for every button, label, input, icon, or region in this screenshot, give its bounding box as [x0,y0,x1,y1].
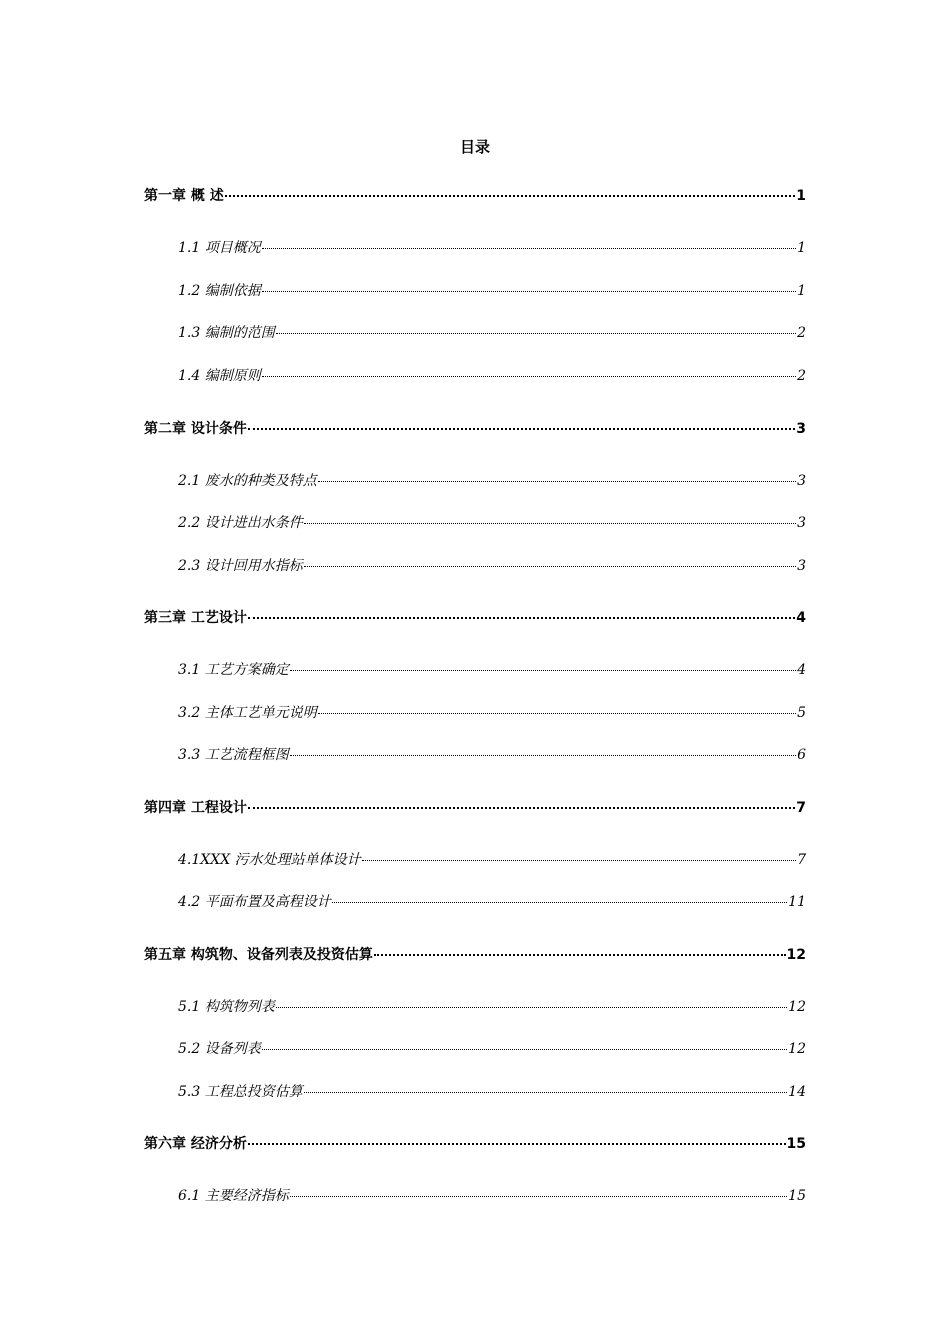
toc-page-number: 1 [796,188,806,204]
toc-entry-label: 6.1 主要经济指标 [178,1188,289,1204]
toc-section-entry[interactable] [178,512,806,534]
toc-chapter-entry[interactable] [144,607,806,629]
toc-page-number: 7 [796,800,806,816]
toc-entry-label: 2.3 设计回用水指标 [178,558,303,574]
toc-section-entry[interactable] [178,1081,806,1103]
toc-page-number: 2 [797,325,806,341]
toc-page-number: 2 [797,368,806,384]
toc-dot-leader [290,1196,787,1197]
toc-entry-label: 5.3 工程总投资估算 [178,1084,303,1100]
toc-entry-label: 1.4 编制原则 [178,368,261,384]
toc-page-number: 3 [797,558,806,574]
toc-entry-label: 3.2 主体工艺单元说明 [178,705,317,721]
toc-dot-leader [290,755,796,756]
toc-dot-leader [362,860,796,861]
toc-chapter-entry[interactable] [144,418,806,440]
toc-chapter-entry[interactable] [144,944,806,966]
toc-page-number: 4 [797,662,806,678]
toc-title: 目录 [459,138,490,156]
toc-dot-leader [318,713,796,714]
toc-entry-label: 5.2 设备列表 [178,1041,261,1057]
toc-section-entry[interactable] [178,322,806,344]
toc-section-entry[interactable] [178,555,806,577]
toc-entry-label: 4.2 平面布置及高程设计 [178,894,331,910]
toc-dot-leader [225,195,796,197]
toc-dot-leader [290,670,796,671]
toc-dot-leader [304,1092,787,1093]
toc-page-number: 3 [796,421,806,437]
toc-page-number: 1 [797,240,806,256]
toc-section-entry[interactable] [178,365,806,387]
toc-entry-label: 第二章 设计条件 [144,421,247,437]
toc-section-entry[interactable] [178,1038,806,1060]
toc-page-number: 12 [788,999,806,1015]
toc-entry-label: 3.3 工艺流程框图 [178,747,289,763]
toc-section-entry[interactable] [178,280,806,302]
toc-page-number: 15 [788,1188,806,1204]
toc-dot-leader [248,807,795,809]
toc-dot-leader [304,566,796,567]
toc-entry-label: 第五章 构筑物、设备列表及投资估算 [144,947,373,963]
toc-chapter-entry[interactable] [144,185,806,207]
toc-entry-label: 第三章 工艺设计 [144,610,247,626]
toc-dot-leader [276,333,796,334]
toc-dot-leader [332,902,787,903]
toc-dot-leader [262,1049,787,1050]
toc-section-entry[interactable] [178,744,806,766]
toc-page-number: 1 [797,283,806,299]
toc-page-number: 4 [796,610,806,626]
toc-entry-label: 3.1 工艺方案确定 [178,662,289,678]
toc-page-number: 14 [788,1084,806,1100]
toc-dot-leader [248,1143,786,1145]
toc-section-entry[interactable] [178,470,806,492]
toc-chapter-entry[interactable] [144,797,806,819]
toc-dot-leader [262,291,796,292]
toc-section-entry[interactable] [178,1185,806,1207]
toc-entry-label: 第四章 工程设计 [144,800,247,816]
toc-dot-leader [248,428,795,430]
toc-page-number: 12 [788,1041,806,1057]
toc-entry-label: 第六章 经济分析 [144,1136,247,1152]
toc-entry-label: 2.2 设计进出水条件 [178,515,303,531]
toc-page-number: 12 [786,947,806,963]
toc-entry-label: 第一章 概 述 [144,188,224,204]
toc-entry-label: 1.2 编制依据 [178,283,261,299]
toc-page-number: 15 [786,1136,806,1152]
toc-entry-label: 1.1 项目概况 [178,240,261,256]
toc-entry-label: 1.3 编制的范围 [178,325,275,341]
toc-dot-leader [262,376,796,377]
toc-entry-label: 5.1 构筑物列表 [178,999,275,1015]
toc-page-number: 7 [797,852,806,868]
toc-chapter-entry[interactable] [144,1133,806,1155]
toc-page-number: 11 [788,894,806,910]
toc-page-number: 5 [797,705,806,721]
toc-dot-leader [304,523,796,524]
toc-page-number: 6 [797,747,806,763]
toc-entry-label: 2.1 废水的种类及特点 [178,473,317,489]
toc-dot-leader [262,248,796,249]
toc-dot-leader [374,954,786,956]
toc-dot-leader [276,1007,787,1008]
toc-page-number: 3 [797,473,806,489]
toc-section-entry[interactable] [178,849,806,871]
toc-entry-label: 4.1XXX 污水处理站单体设计 [178,852,361,868]
toc-section-entry[interactable] [178,659,806,681]
toc-section-entry[interactable] [178,996,806,1018]
toc-page-number: 3 [797,515,806,531]
toc-dot-leader [318,481,796,482]
toc-dot-leader [248,617,795,619]
toc-section-entry[interactable] [178,237,806,259]
toc-section-entry[interactable] [178,891,806,913]
toc-section-entry[interactable] [178,702,806,724]
